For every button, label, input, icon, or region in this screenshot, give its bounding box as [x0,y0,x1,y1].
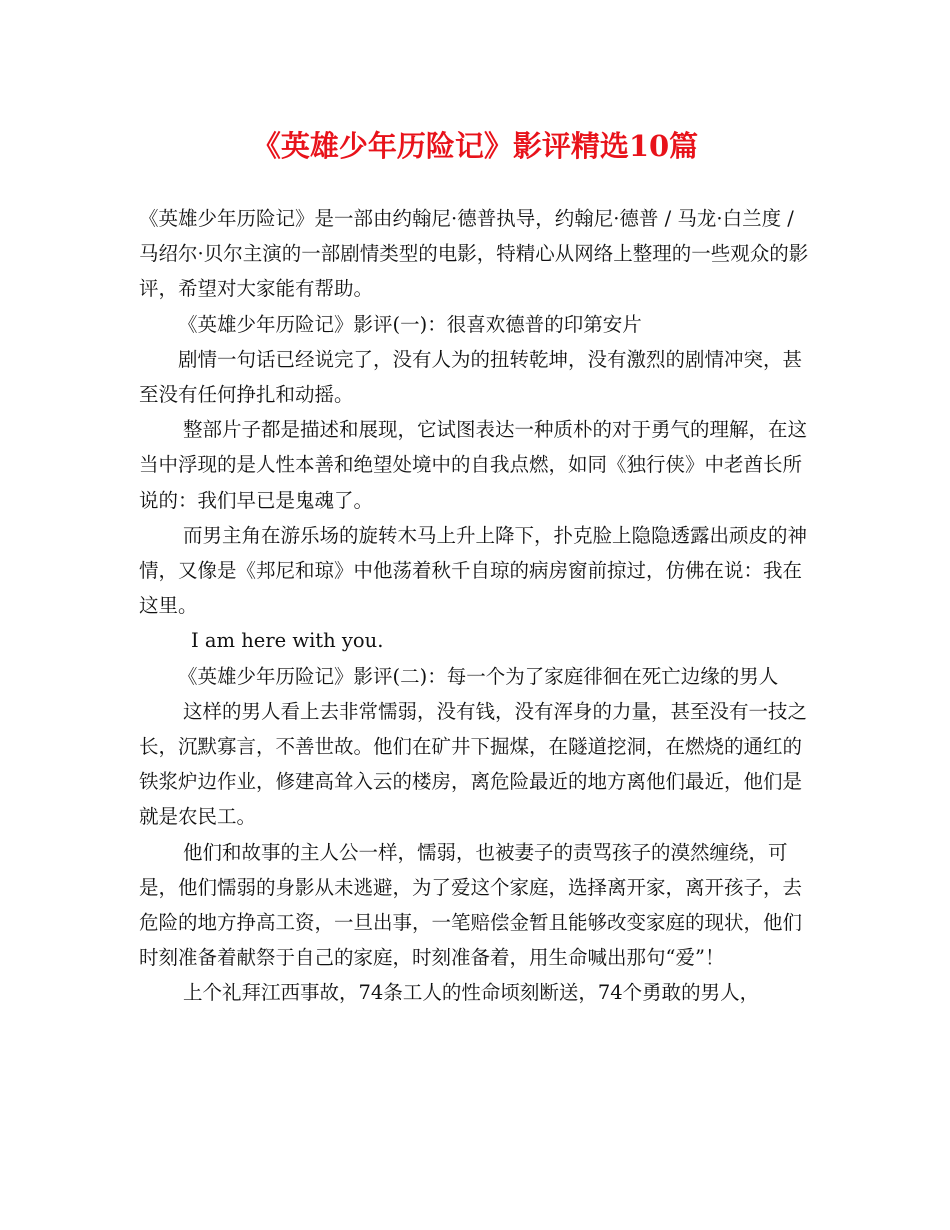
intro-paragraph: 《英雄少年历险记》是一部由约翰尼·德普执导，约翰尼·德普 / 马龙·白兰度 / 马绍尔·贝尔主演的一部剧情类型的电影，特精心从网络上整理的一些观众的影评，希望对大家能有帮助。 [139,207,809,301]
body-paragraph: 这样的男人看上去非常懦弱，没有钱，没有浑身的力量，甚至没有一技之长，沉默寡言，不善世故。他们在矿井下掘煤，在隧道挖洞，在燃烧的通红的铁浆炉边作业，修建高耸入云的楼房，离危险最近的地方离他们最近，他们是就是农民工。 [139,699,808,829]
body-paragraph: 整部片子都是描述和展现，它试图表达一种质朴的对于勇气的理解，在这当中浮现的是人性本善和绝望处境中的自我点燃，如同《独行侠》中老酋长所说的：我们早已是鬼魂了。 [139,418,808,512]
review-heading-1: 《英雄少年历险记》影评(一)：很喜欢德普的印第安片 [178,312,642,336]
document-title: 《英雄少年历险记》影评精选10篇 [251,129,699,163]
body-paragraph: I am here with you. [191,629,384,653]
review-heading-2: 《英雄少年历险记》影评(二)：每一个为了家庭徘徊在死亡边缘的男人 [178,664,779,688]
body-paragraph: 而男主角在游乐场的旋转木马上升上降下，扑克脸上隐隐透露出顽皮的神情，又像是《邦尼和琼》中他荡着秋千自琼的病房窗前掠过，仿佛在说：我在这里。 [139,523,808,618]
body-paragraph: 上个礼拜江西事故，74条工人的性命顷刻断送，74个勇敢的男人， [183,981,760,1005]
document-body [139,201,819,1011]
body-paragraph: 剧情一句话已经说完了，没有人为的扭转乾坤，没有激烈的剧情冲突，甚至没有任何挣扎和动摇。 [139,347,803,407]
body-paragraph: 他们和故事的主人公一样，懦弱，也被妻子的责骂孩子的漠然缠绕，可是，他们懦弱的身影从未逃避，为了爱这个家庭，选择离开家，离开孩子，去危险的地方挣高工资，一旦出事，一笔赔偿金暂且能够改变家庭的现状，他们时刻准备着献祭于自己的家庭，时刻准备着，用生命喊出那句“爱”！ [139,840,803,970]
